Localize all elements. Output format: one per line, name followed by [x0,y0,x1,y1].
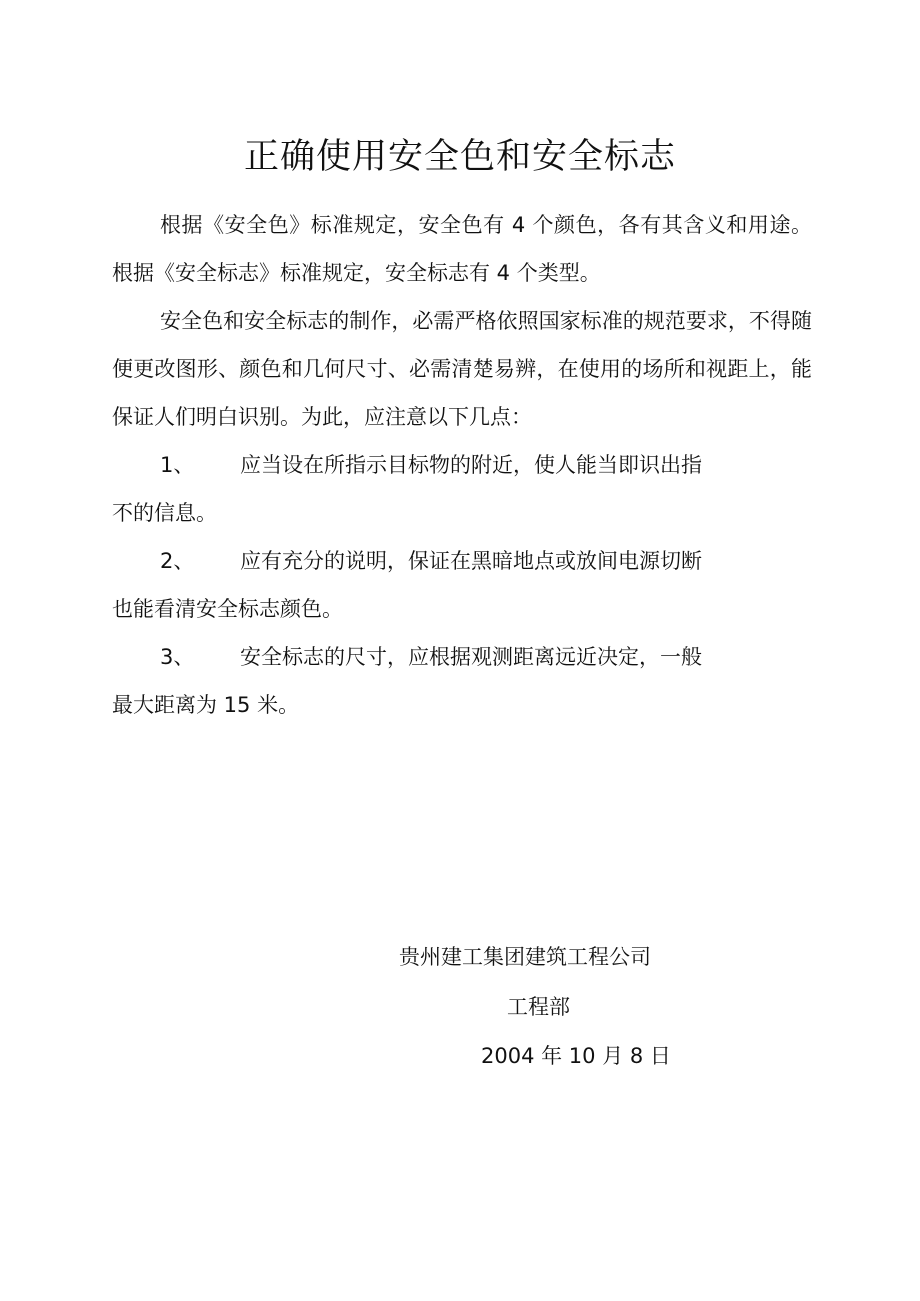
paragraph-requirements: 安全色和安全标志的制作，必需严格依照国家标准的规范要求，不得随便更改图形、颜色和几何尺寸、必需清楚易辨，在使用的场所和视距上，能保证人们明白识别。为此，应注意以下几点： [112,309,812,429]
list-item-number: 2、 [160,549,195,573]
list-item-text: 应当设在所指示目标物的附近，使人能当即识出指 [240,453,702,477]
list-item-first-line [112,537,812,585]
signature-department: 工程部 [507,995,570,1019]
document-title: 正确使用安全色和安全标志 [243,137,676,177]
list-item-text: 安全标志的尺寸，应根据观测距离远近决定，一般 [240,645,702,669]
list-item-continuation: 也能看清安全标志颜色。 [112,597,343,621]
list-item [112,441,812,537]
list-item-text: 应有充分的说明，保证在黑暗地点或放间电源切断 [240,549,702,573]
list-item-continuation: 不的信息。 [112,501,217,525]
list-item-number: 3、 [160,645,195,669]
signature-company: 贵州建工集团建筑工程公司 [399,945,651,969]
signature-date: 2004 年 10 月 8 日 [481,1044,671,1068]
list-item-continuation: 最大距离为 15 米。 [112,693,300,717]
list-item [112,537,812,633]
list-item-first-line [112,633,812,681]
list-item-number: 1、 [160,453,195,477]
list-item-first-line [112,441,812,489]
list-item [112,633,812,729]
paragraph-intro: 根据《安全色》标准规定，安全色有 4 个颜色，各有其含义和用途。根据《安全标志》标准规定，安全标志有 4 个类型。 [112,213,812,285]
